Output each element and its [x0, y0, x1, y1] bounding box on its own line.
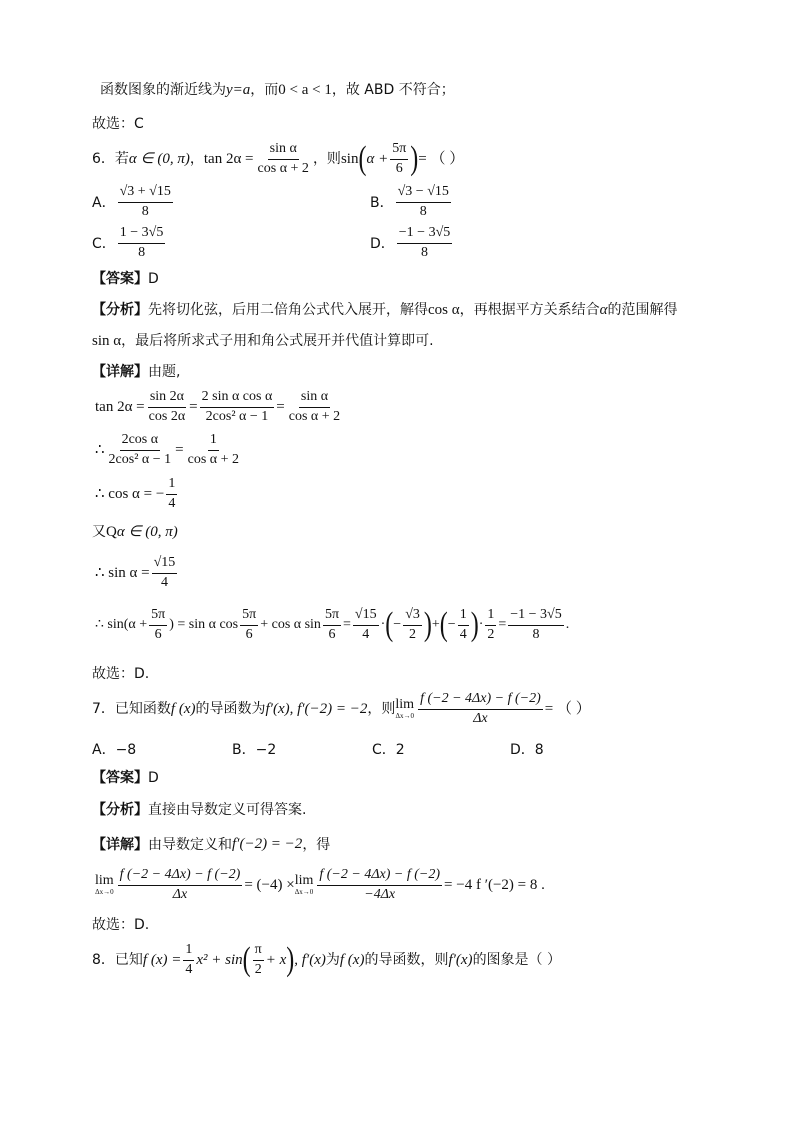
math-expression: − — [447, 617, 456, 633]
equation-line — [95, 390, 344, 424]
question-7 — [92, 692, 591, 726]
limit: lim Δx→0 — [95, 873, 114, 897]
math-expression: α ∈ (0, π) — [116, 524, 178, 540]
analysis-tag: 【分析】 — [92, 802, 148, 818]
math-expression: y=a — [226, 82, 251, 98]
text: 先将切化弦，后用二倍角公式代入展开，解得 — [148, 302, 428, 318]
answer-line — [92, 771, 159, 785]
detail-line — [92, 837, 330, 852]
equals: = — [189, 398, 198, 415]
fraction: $\frac{√3 - √15}{8}$ — [397, 184, 449, 219]
option-label: C． — [92, 236, 116, 253]
option-d[interactable] — [370, 226, 454, 260]
fraction: $\frac{1 - 3√5}{8}$ — [119, 225, 164, 260]
math-expression: tan 2α = — [203, 150, 254, 167]
text: ，最后将所求式子用和角公式展开并代值计算即可. — [121, 333, 434, 349]
option-d[interactable]: D．8 — [510, 742, 544, 758]
analysis-line — [92, 803, 306, 817]
math-expression: = — [343, 617, 351, 633]
fraction: $\frac{1}{4}$ — [459, 607, 467, 642]
text-line — [100, 83, 455, 98]
math-expression: = （ ） — [418, 150, 465, 167]
left-paren: ( — [385, 606, 394, 644]
text: 由题, — [148, 364, 181, 380]
fraction: $\frac{\text{sin α}}{\text{cos α + 2}}$ — [288, 389, 341, 424]
answer-choice-line: 故选：D. — [92, 917, 150, 933]
text: 的图象是（ ） — [472, 952, 562, 968]
analysis-tag: 【分析】 — [92, 302, 148, 318]
therefore-symbol: ∴ — [95, 441, 105, 458]
fraction: $\frac{5\pi}{6}$ — [151, 607, 166, 642]
because-symbol: Q — [106, 524, 117, 540]
equation-line — [95, 433, 243, 467]
math-expression: , f′(x) — [294, 951, 326, 968]
option-c[interactable] — [92, 226, 167, 260]
math-expression: + — [431, 617, 440, 633]
limit: lim Δx→0 — [395, 697, 415, 720]
equation-line — [95, 868, 545, 902]
text: 函数图象的渐近线为 — [100, 82, 226, 98]
question-number: 8． — [92, 952, 115, 968]
math-expression: 0 < a < 1 — [278, 82, 332, 98]
math-expression: f (x) — [339, 951, 365, 968]
answer-tag: 【答案】 — [92, 271, 148, 287]
math-expression: · — [478, 617, 484, 633]
answer-value: D — [148, 770, 159, 786]
left-paren: ( — [242, 941, 251, 979]
fraction: $\frac{5\pi}{6}$ — [324, 607, 340, 642]
math-expression: − — [393, 617, 402, 633]
option-c[interactable]: C．2 — [372, 742, 405, 758]
equation-line — [95, 608, 569, 642]
math-expression: α ∈ (0, π) — [128, 150, 190, 167]
text: ， — [189, 151, 204, 167]
equation-line — [95, 477, 179, 511]
fraction: $\frac{√3}{2}$ — [405, 607, 420, 642]
text: ，故 ABD 不符合； — [331, 82, 455, 98]
text: ，得 — [302, 836, 331, 853]
math-expression: α + — [366, 150, 389, 167]
fraction: $\frac{√3 + √15}{8}$ — [119, 184, 171, 219]
question-number: 6． — [92, 151, 115, 167]
math-expression: sin — [340, 150, 359, 167]
math-expression: x² + sin — [196, 951, 243, 968]
equation-line — [95, 556, 179, 590]
analysis-line — [92, 334, 434, 349]
math-expression: f (x) = — [142, 951, 182, 968]
option-label: B． — [370, 195, 394, 212]
math-expression: = （ ） — [544, 700, 591, 717]
math-expression: ∴ sin(α + — [95, 617, 148, 633]
text: 由导数定义和 — [148, 836, 232, 853]
left-paren: ( — [439, 606, 448, 644]
option-label: D． — [370, 236, 395, 253]
text: ，则 — [312, 151, 341, 167]
text: 的导函数，则 — [364, 952, 449, 968]
math-expression: + x — [265, 951, 287, 968]
text: 若 — [114, 151, 129, 167]
fraction: $\frac{1}{2}$ — [487, 607, 495, 642]
math-expression: tan 2α = — [95, 398, 145, 415]
fraction: $\frac{f (-2 - 4\Delta x) - f (-2)}{\Delta x}$ — [420, 690, 541, 726]
fraction: $\frac{f (-2 - 4\Delta x) - f (-2)}{\Delta x}$ — [119, 867, 241, 902]
option-a[interactable]: A．−8 — [92, 742, 137, 758]
fraction: $\frac{1}{4}$ — [185, 941, 193, 977]
fraction: $\frac{\pi}{2}$ — [254, 941, 262, 977]
option-label: A． — [92, 195, 116, 212]
right-paren: ) — [410, 140, 419, 178]
question-8 — [92, 942, 561, 978]
answer-tag: 【答案】 — [92, 770, 148, 786]
answer-choice-line: 故选：C — [92, 116, 144, 132]
right-paren: ) — [286, 941, 295, 979]
fraction: $\frac{f (-2 - 4\Delta x) - f (-2)}{-4\Delta x}$ — [319, 867, 441, 902]
option-b[interactable] — [370, 185, 453, 219]
option-a[interactable] — [92, 185, 175, 219]
detail-line — [92, 365, 180, 379]
text: 直接由导数定义可得答案. — [148, 802, 307, 818]
answer-choice-line: 故选：D. — [92, 666, 150, 682]
text: 又 — [92, 524, 106, 540]
equation-line — [92, 525, 178, 540]
math-expression: = −4 f ′(−2) = 8 . — [444, 876, 545, 893]
text: ，则 — [367, 701, 396, 717]
detail-tag: 【详解】 — [92, 364, 148, 380]
math-expression: ∴ cos α = − — [95, 485, 165, 502]
answer-line — [92, 272, 159, 286]
math-expression: f′(−2) = −2 — [232, 836, 303, 852]
math-expression: α — [599, 302, 608, 318]
equals: = — [175, 441, 184, 458]
option-b[interactable]: B．−2 — [232, 742, 277, 758]
answer-value: D — [148, 271, 159, 287]
fraction: $\frac{√15}{4}$ — [354, 607, 377, 642]
math-expression: cos α — [428, 302, 460, 318]
right-paren: ) — [470, 606, 479, 644]
fraction: $\frac{1}{4}$ — [168, 476, 176, 511]
math-expression: . — [565, 617, 570, 633]
fraction: $\frac{5\pi}{6}$ — [242, 607, 257, 642]
equals: = — [276, 398, 285, 415]
question-number: 7． — [92, 701, 115, 717]
fraction: $\frac{\text{2cos α}}{\text{2cos² α − 1}}$ — [108, 432, 172, 467]
math-expression: sin α — [92, 333, 122, 349]
math-expression: f′(x) — [448, 951, 473, 968]
analysis-line — [92, 303, 677, 318]
math-expression: f (x) — [170, 700, 196, 717]
text: 的导函数为 — [195, 701, 266, 717]
fraction: $\frac{\text{2 sin α cos α}}{\text{2cos² α − 1}}$ — [201, 389, 273, 424]
fraction: $\frac{-1 - 3√5}{8}$ — [510, 607, 562, 642]
fraction: $\frac{\text{sin α}}{\text{cos α + 2}}$ — [257, 140, 309, 176]
fraction: $\frac{1}{\text{cos α + 2}}$ — [187, 432, 240, 467]
question-6 — [92, 142, 464, 176]
math-expression: = (−4) × — [244, 876, 295, 893]
detail-tag: 【详解】 — [92, 836, 148, 853]
text: 的范围解得 — [607, 302, 678, 318]
math-expression: · — [380, 617, 386, 633]
text: ，而 — [250, 82, 279, 98]
fraction: $\frac{\sin 2\alpha}{\cos 2\alpha}$ — [148, 389, 186, 424]
left-paren: ( — [358, 140, 367, 178]
right-paren: ) — [423, 606, 432, 644]
math-expression: = — [498, 617, 507, 633]
text: 为 — [325, 952, 340, 968]
limit: lim Δx→0 — [294, 873, 314, 897]
fraction: $\frac{5\pi}{6}$ — [392, 140, 407, 176]
fraction: $\frac{-1 - 3√5}{8}$ — [398, 225, 451, 260]
math-expression: ) = sin α cos — [169, 617, 239, 633]
math-expression: ∴ sin α = — [95, 564, 150, 581]
math-expression: + cos α sin — [260, 617, 321, 633]
text: 已知 — [114, 952, 143, 968]
text: ，再根据平方关系结合 — [459, 302, 600, 318]
math-expression: f′(x), f′(−2) = −2 — [265, 700, 368, 717]
text: 已知函数 — [114, 701, 171, 717]
fraction: $\frac{√15}{4}$ — [153, 555, 176, 590]
